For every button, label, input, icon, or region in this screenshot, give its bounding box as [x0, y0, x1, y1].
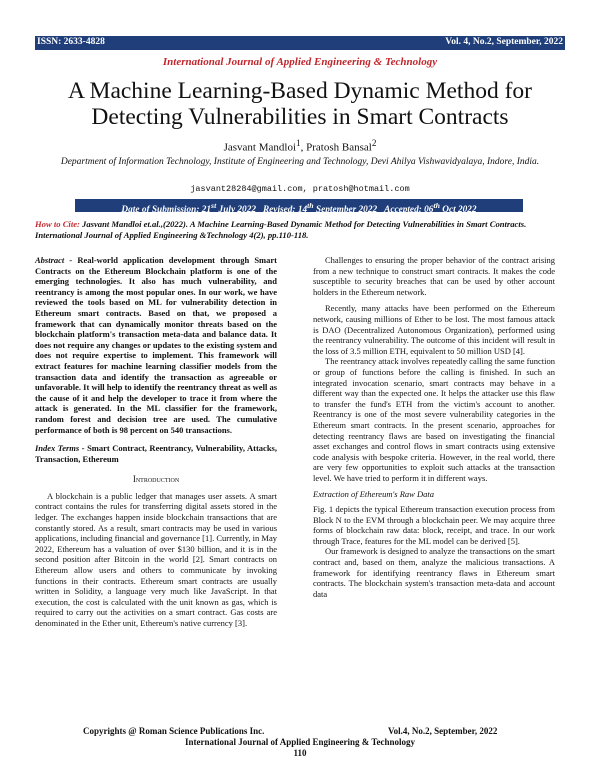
header-bar: [35, 36, 565, 50]
paragraph: Fig. 1 depicts the typical Ethereum transaction execution process from Block N to the EVM through a blockchain peer. We may acquire three forms of blockchain raw data: block, receipt, and trace. In our work through Trace, features for the ML model can be derived [5].: [313, 504, 555, 546]
index-terms-text: Smart Contract, Reentrancy, Vulnerability, Attacks, Transaction, Ethereum: [35, 443, 277, 464]
paragraph: Our framework is designed to analyze the transactions on the smart contract and, based on them, analyze the malicious transactions. A framework for identifying reentrancy flaws in Ethereum smart contracts. The blockchain system's transaction meta-data and account data: [313, 546, 555, 599]
journal-name: International Journal of Applied Engineering & Technology: [162, 56, 438, 68]
author-1: Jasvant Mandloi: [223, 141, 297, 154]
intro-paragraph: A blockchain is a public ledger that manages user assets. A smart contract contains the rules for transferring digital assets stored in the ledger. The exchanges happen inside blockchain transactions that are constantly stored. As a result, smart contracts may be used in various applications, including financial and governance [1]. Currently, in May 2022, Ethereum has a valuation of over $130 billion, and it is in the second position after Bitcoin in the world [2]. Smart contracts on Ethereum allow users and others to communicate by invoking functions in their contracts. Ethereum smart contracts are usually written in Solidity, a language very much like JavaScript. In that execution, the cost is calculated with the unit known as gas, which is required to carry out the activities on a smart contract. Gas costs are denominated in the Ether unit, Ethereum's native currency [3].: [35, 490, 277, 628]
email-line[interactable]: jasvant28284@gmail.com, pratosh@hotmail.com: [190, 184, 410, 194]
issn: ISSN: 2633-4828: [37, 37, 105, 47]
citation-label: How to Cite:: [35, 219, 80, 229]
revised-date: Revised: 14th September 2022: [262, 201, 378, 216]
citation: [35, 219, 565, 241]
author-2-sup: 2: [371, 138, 377, 148]
paragraph: The reentrancy attack involves repeatedly calling the same function or group of functions before the calling is finished. In such an integrated invocation scenario, smart contracts may behave in a different way than the expected one. It helps the attacker use this flaw to transfer the fund's ETH from the victim's account to another. Reentrancy is one of the most severe vulnerability categories in the Ethereum smart contracts. In the present scenario, approaches for detecting reentrancy flaws are based on investigating the financial asset exchanges and control flows in smart contracts using extensive code analysis with bespoke criteria. However, in the real world, there are very few opportunities to exploit such attacks at the transaction level. We have tried to perform it in different ways.: [313, 356, 555, 483]
paper-title: A Machine Learning-Based Dynamic Method for Detecting Vulnerabilities in Smart Contracts: [68, 78, 532, 130]
volume-info: Vol. 4, No.2, September, 2022: [445, 37, 563, 47]
submission-date: Date of Submission: 21st July 2022: [121, 201, 256, 216]
footer-volume: Vol.4, No.2, September, 2022: [388, 726, 498, 736]
left-column: [35, 255, 277, 629]
dates-bar: [75, 199, 523, 216]
author-2: Pratosh Bansal: [306, 141, 372, 154]
index-terms: [35, 443, 277, 464]
right-column: [313, 255, 555, 599]
paragraph: Recently, many attacks have been performed on the Ethereum network, causing millions of Ether to be lost. The most famous attack is DAO (Decentralized Autonomous Organization), performed using the reentrancy vulnerability. The outcome of this incident will result in the loss of 3.5 million ETH, equivalent to 50 million USD [4].: [313, 303, 555, 356]
page-number: 110: [293, 748, 307, 758]
accepted-date: Accepted: 06th Oct 2022: [384, 201, 477, 216]
citation-text: Jasvant Mandloi et.al.,(2022). A Machine Learning-Based Dynamic Method for Detecting Vulnerabilities in Smart Contracts. International Journal of Applied Engineering &Technology 4(2), pp.110-118.: [35, 219, 527, 240]
paragraph: Challenges to ensuring the proper behavior of the contract arising from a new technique to construct smart contracts. It makes the code susceptible to security breaches that can be used by other account holders in the Ethereum network.: [313, 255, 555, 297]
author-1-sup: 1: [296, 138, 301, 148]
abstract-label: Abstract -: [35, 255, 73, 265]
index-terms-label: Index Terms -: [35, 443, 85, 454]
introduction-heading: Introduction: [132, 474, 180, 485]
affiliation: Department of Information Technology, Institute of Engineering and Technology, Devi Ahilya Vishwavidyalaya, Indore, India.: [60, 157, 540, 167]
subsection-heading: Extraction of Ethereum's Raw Data: [313, 489, 434, 500]
abstract: [35, 255, 277, 435]
authors: [0, 138, 600, 154]
author-separator: ,: [300, 141, 307, 154]
abstract-text: Real-world application development through Smart Contracts on the Ethereum Blockchain platform is one of the emerging technologies. It also has much vulnerability, and reentrancy is among the most popular ones. In our work, we have reviewed the tools based on ML for vulnerability detection in Ethereum smart contracts. Based on that, we proposed a framework that can dynamically monitor threats based on the blockchain platform's transaction meta-data and balance data. It does not require any changes or updates to the existing system and does not require expertise to implement. This framework will extract features for machine learning classifier models from the transaction data and identify the transaction as agreeable or unfavorable. It will help to identify the reentrancy threat as well as the cause of it and help the developer to trace it from where the attack is generated. In the ML classifier for the framework, random forest and decision tree are used. The cumulative performance of both is 98 percent on 540 transactions.: [35, 255, 277, 435]
footer-journal: International Journal of Applied Engineering & Technology: [184, 737, 416, 747]
footer-copyright: Copyrights @ Roman Science Publications Inc.: [83, 726, 265, 736]
